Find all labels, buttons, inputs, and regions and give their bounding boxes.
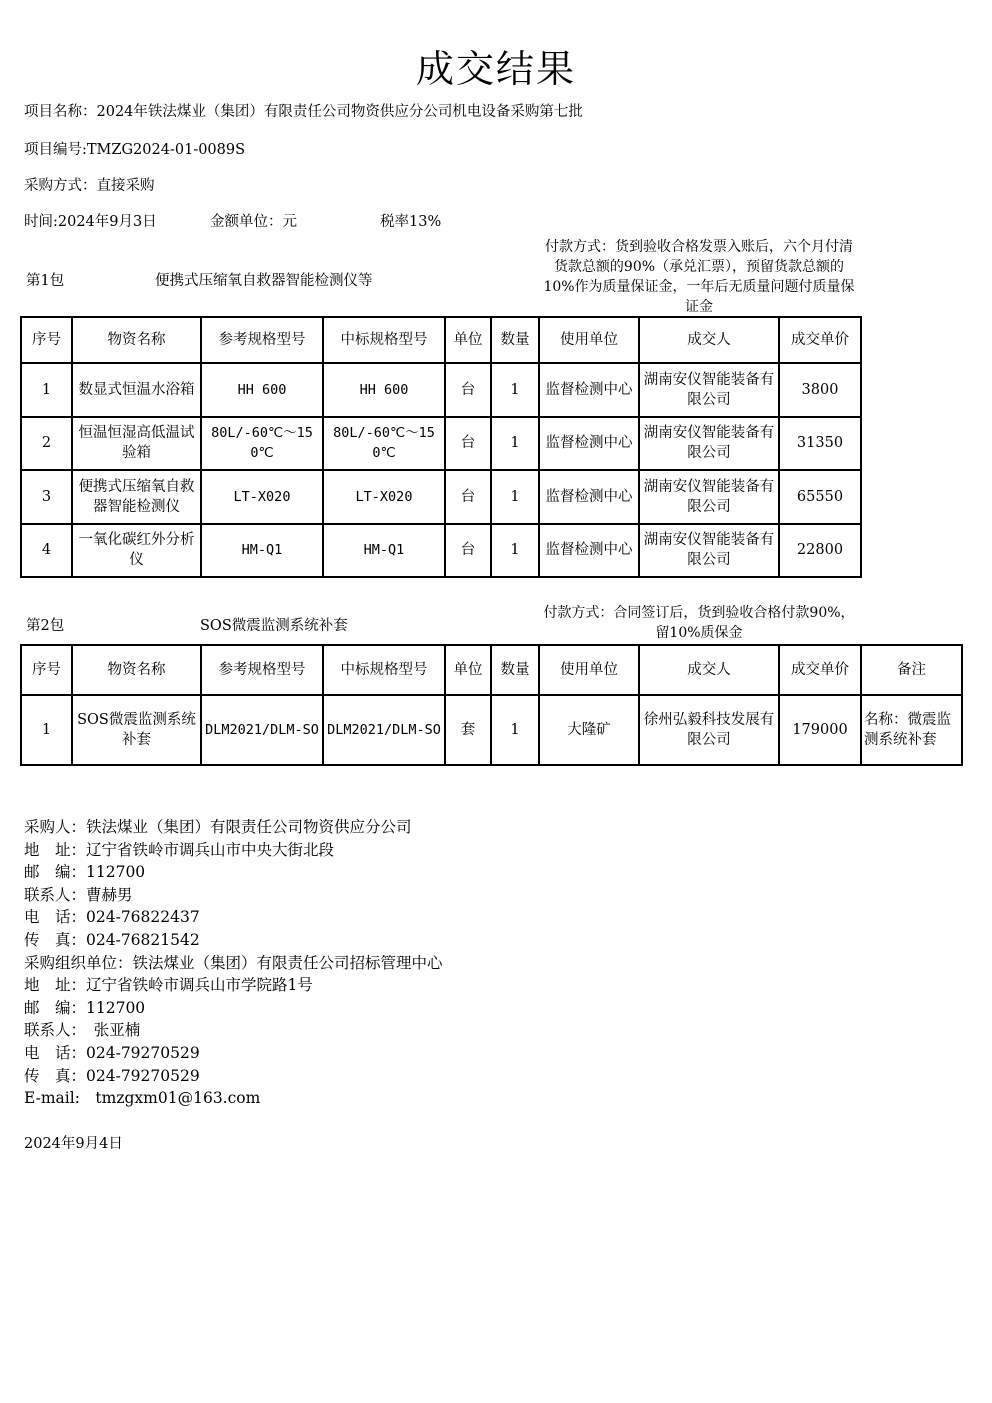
table-cell: 湖南安仪智能装备有限公司 [639,524,779,578]
time: 时间:2024年9月3日 [24,214,157,230]
table-cell: 2 [21,417,72,471]
table-cell: 湖南安仪智能装备有限公司 [639,363,779,417]
table-row [21,417,861,471]
table-cell: LT-X020 [201,470,323,524]
table-cell: 1 [21,695,72,765]
table-row [21,695,962,765]
table-cell: HM-Q1 [323,524,445,578]
table-cell: 台 [445,524,491,578]
table-cell: 湖南安仪智能装备有限公司 [639,470,779,524]
package2-label: 第2包 [26,618,65,634]
table-cell: 1 [491,363,539,417]
table-row [21,524,861,578]
table-header-cell: 成交单价 [779,317,861,363]
table-row [21,363,861,417]
currency-unit: 金额单位：元 [210,214,297,230]
table-header-cell: 成交人 [639,317,779,363]
contact-line: 采购人：铁法煤业（集团）有限责任公司物资供应分公司 [24,818,412,836]
table-cell: HH 600 [201,363,323,417]
table-cell: 65550 [779,470,861,524]
table-cell: 31350 [779,417,861,471]
table-cell: 1 [491,417,539,471]
table-header-cell: 使用单位 [539,317,639,363]
table-header-cell: 备注 [861,645,962,695]
table-cell: DLM2021/DLM-SO [201,695,323,765]
purchase-method: 采购方式：直接采购 [24,178,155,194]
contact-line: 联系人： 张亚楠 [24,1021,141,1040]
contact-line: 传 真：024-79270529 [24,1066,200,1085]
table-cell: 数显式恒温水浴箱 [72,363,201,417]
table-cell: 80L/-60℃～150℃ [323,417,445,471]
package2-name: SOS微震监测系统补套 [200,618,348,634]
contact-line: 地 址：辽宁省铁岭市调兵山市中央大街北段 [24,840,335,859]
table-header-cell: 物资名称 [72,317,201,363]
table-header-cell: 序号 [21,317,72,363]
table-header-cell: 数量 [491,645,539,695]
table-cell: 监督检测中心 [539,470,639,524]
table-cell: 监督检测中心 [539,524,639,578]
table-cell: 大隆矿 [539,695,639,765]
table-header-cell: 使用单位 [539,645,639,695]
table-header-cell: 单位 [445,317,491,363]
table-header-cell: 成交单价 [779,645,861,695]
table-cell: HM-Q1 [201,524,323,578]
table-cell: 1 [491,524,539,578]
table-cell: 179000 [779,695,861,765]
package2-table [20,644,963,766]
table-cell: 台 [445,417,491,471]
table-header-cell: 中标规格型号 [323,645,445,695]
table-header-cell: 序号 [21,645,72,695]
table-cell: 便携式压缩氧自救器智能检测仪 [72,470,201,524]
table-cell: 台 [445,363,491,417]
project-number: 项目编号:TMZG2024-01-0089S [24,142,246,158]
package1-table [20,316,862,578]
contact-line: 邮 编：112700 [24,998,146,1017]
table-header-row [21,317,861,363]
contact-line: 地 址：辽宁省铁岭市调兵山市学院路1号 [24,976,313,995]
contact-block [24,816,443,1110]
table-cell: HH 600 [323,363,445,417]
table-cell: 1 [491,470,539,524]
contact-line: E-mail: tmzgxm01@163.com [24,1089,261,1108]
table-cell: 监督检测中心 [539,417,639,471]
table-cell: DLM2021/DLM-SO [323,695,445,765]
table-row [21,470,861,524]
table-cell: SOS微震监测系统补套 [72,695,201,765]
table-cell: 套 [445,695,491,765]
package2-payment: 付款方式：合同签订后，货到验收合格付款90%，留10%质保金 [543,605,855,641]
contact-line: 邮 编：112700 [24,863,146,882]
package1-payment: 付款方式：货到验收合格发票入账后，六个月付清货款总额的90%（承兑汇票），预留货款总额的10%作为质量保证金，一年后无质量问题付质量保证金 [543,239,855,315]
table-cell: 22800 [779,524,861,578]
table-cell: 恒温恒湿高低温试验箱 [72,417,201,471]
table-cell: 1 [21,363,72,417]
table-cell: 一氧化碳红外分析仪 [72,524,201,578]
table-header-cell: 单位 [445,645,491,695]
tax-rate: 税率13% [380,214,442,230]
table-header-cell: 成交人 [639,645,779,695]
table-cell: 台 [445,470,491,524]
contact-line: 采购组织单位：铁法煤业（集团）有限责任公司招标管理中心 [24,953,443,972]
contact-line: 联系人：曹赫男 [24,885,133,904]
table-cell: LT-X020 [323,470,445,524]
page-title: 成交结果 [415,47,576,91]
table-cell: 徐州弘毅科技发展有限公司 [639,695,779,765]
table-cell: 名称：微震监测系统补套 [861,695,962,765]
table-cell: 湖南安仪智能装备有限公司 [639,417,779,471]
table-cell: 1 [491,695,539,765]
contact-line: 电 话：024-79270529 [24,1043,200,1062]
contact-line: 传 真：024-76821542 [24,930,200,949]
table-cell: 监督检测中心 [539,363,639,417]
table-header-cell: 物资名称 [72,645,201,695]
table-header-cell: 数量 [491,317,539,363]
project-name: 项目名称：2024年铁法煤业（集团）有限责任公司物资供应分公司机电设备采购第七批 [24,104,583,120]
table-cell: 3 [21,470,72,524]
table-cell: 4 [21,524,72,578]
table-cell: 80L/-60℃～150℃ [201,417,323,471]
table-header-cell: 中标规格型号 [323,317,445,363]
table-header-row [21,645,962,695]
table-cell: 3800 [779,363,861,417]
table-header-cell: 参考规格型号 [201,317,323,363]
table-header-cell: 参考规格型号 [201,645,323,695]
package1-label: 第1包 [26,273,65,289]
contact-line: 电 话：024-76822437 [24,908,200,927]
package1-name: 便携式压缩氧自救器智能检测仪等 [155,273,373,289]
issue-date: 2024年9月4日 [24,1136,123,1152]
